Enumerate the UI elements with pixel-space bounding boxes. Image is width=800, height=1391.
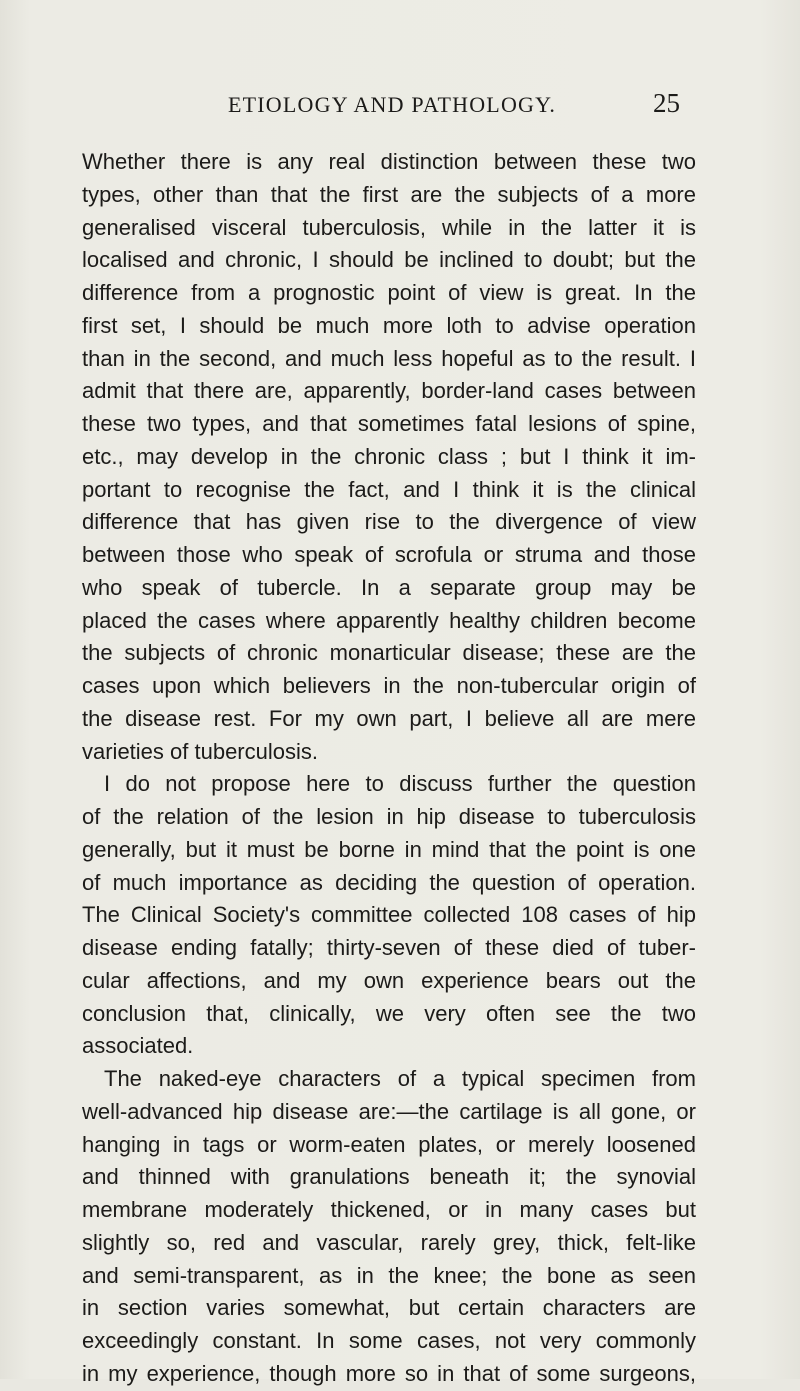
- page-number: 25: [653, 88, 680, 118]
- text-line: in section varies somewhat, but certain characters are: [82, 1295, 696, 1321]
- text-line: first set, I should be much more loth to advise operation: [82, 312, 696, 338]
- text-line: hanging in tags or worm-eaten plates, or merely loosened: [82, 1131, 696, 1157]
- text-line: cular affections, and my own experience bears out the: [82, 967, 696, 993]
- text-line: The naked-eye characters of a typical specimen from: [104, 1066, 696, 1091]
- text-line: exceedingly constant. In some cases, not very commonly: [82, 1328, 696, 1353]
- text-line: slightly so, red and vascular, rarely grey, thick, felt-like: [82, 1229, 696, 1255]
- text-line: than in the second, and much less hopeful as to the result. I: [82, 345, 696, 371]
- text-line: conclusion that, clinically, we very often see the two: [82, 1000, 696, 1026]
- text-line: of the relation of the lesion in hip disease to tuberculosis: [82, 804, 696, 829]
- text-line: The Clinical Society's committee collected 108 cases of hip: [82, 902, 696, 928]
- text-line: and thinned with granulations beneath it; the synovial: [82, 1164, 696, 1190]
- text-line: between those who speak of scrofula or struma and those: [82, 542, 696, 567]
- text-line: well-advanced hip disease are:—the cartilage is all gone, or: [82, 1098, 696, 1124]
- text-line: who speak of tubercle. In a separate group may be: [82, 574, 696, 600]
- text-line: generally, but it must be borne in mind that the point is one: [82, 836, 696, 862]
- text-line: I do not propose here to discuss further the question: [104, 771, 696, 797]
- text-line: generalised visceral tuberculosis, while in the latter it is: [82, 214, 696, 240]
- text-line: admit that there are, apparently, border-land cases between: [82, 378, 696, 404]
- text-line: etc., may develop in the chronic class ; but I think it im-: [82, 443, 696, 469]
- text-line: these two types, and that sometimes fatal lesions of spine,: [82, 411, 696, 436]
- text-line: difference that has given rise to the divergence of view: [82, 509, 696, 535]
- paragraph: [82, 1063, 696, 1391]
- text-line: placed the cases where apparently healthy children become: [82, 607, 696, 633]
- text-line: cases upon which believers in the non-tubercular origin of: [82, 673, 696, 698]
- paragraph: [82, 768, 696, 1063]
- text-line: localised and chronic, I should be inclined to doubt; but the: [82, 247, 696, 273]
- text-line: varieties of tuberculosis.: [82, 738, 318, 764]
- text-line: membrane moderately thickened, or in many cases but: [82, 1197, 696, 1222]
- text-line: difference from a prognostic point of view is great. In the: [82, 280, 696, 305]
- text-line: of much importance as deciding the question of operation.: [82, 869, 696, 895]
- running-head: [200, 88, 680, 128]
- text-line: the disease rest. For my own part, I believe all are mere: [82, 705, 696, 731]
- running-title: ETIOLOGY AND PATHOLOGY.: [228, 92, 557, 117]
- text-line: the subjects of chronic monarticular disease; these are the: [82, 640, 696, 666]
- text-line: portant to recognise the fact, and I think it is the clinical: [82, 476, 696, 502]
- text-line: and semi-transparent, as in the knee; the bone as seen: [82, 1262, 696, 1288]
- text-line: types, other than that the first are the subjects of a more: [82, 181, 696, 207]
- body-text: [82, 146, 696, 1391]
- text-line: disease ending fatally; thirty-seven of these died of tuber-: [82, 935, 696, 960]
- text-line: associated.: [82, 1033, 194, 1059]
- text-line: Whether there is any real distinction between these two: [82, 149, 696, 174]
- paragraph: [82, 146, 696, 768]
- text-line: in my experience, though more so in that of some surgeons,: [82, 1360, 696, 1386]
